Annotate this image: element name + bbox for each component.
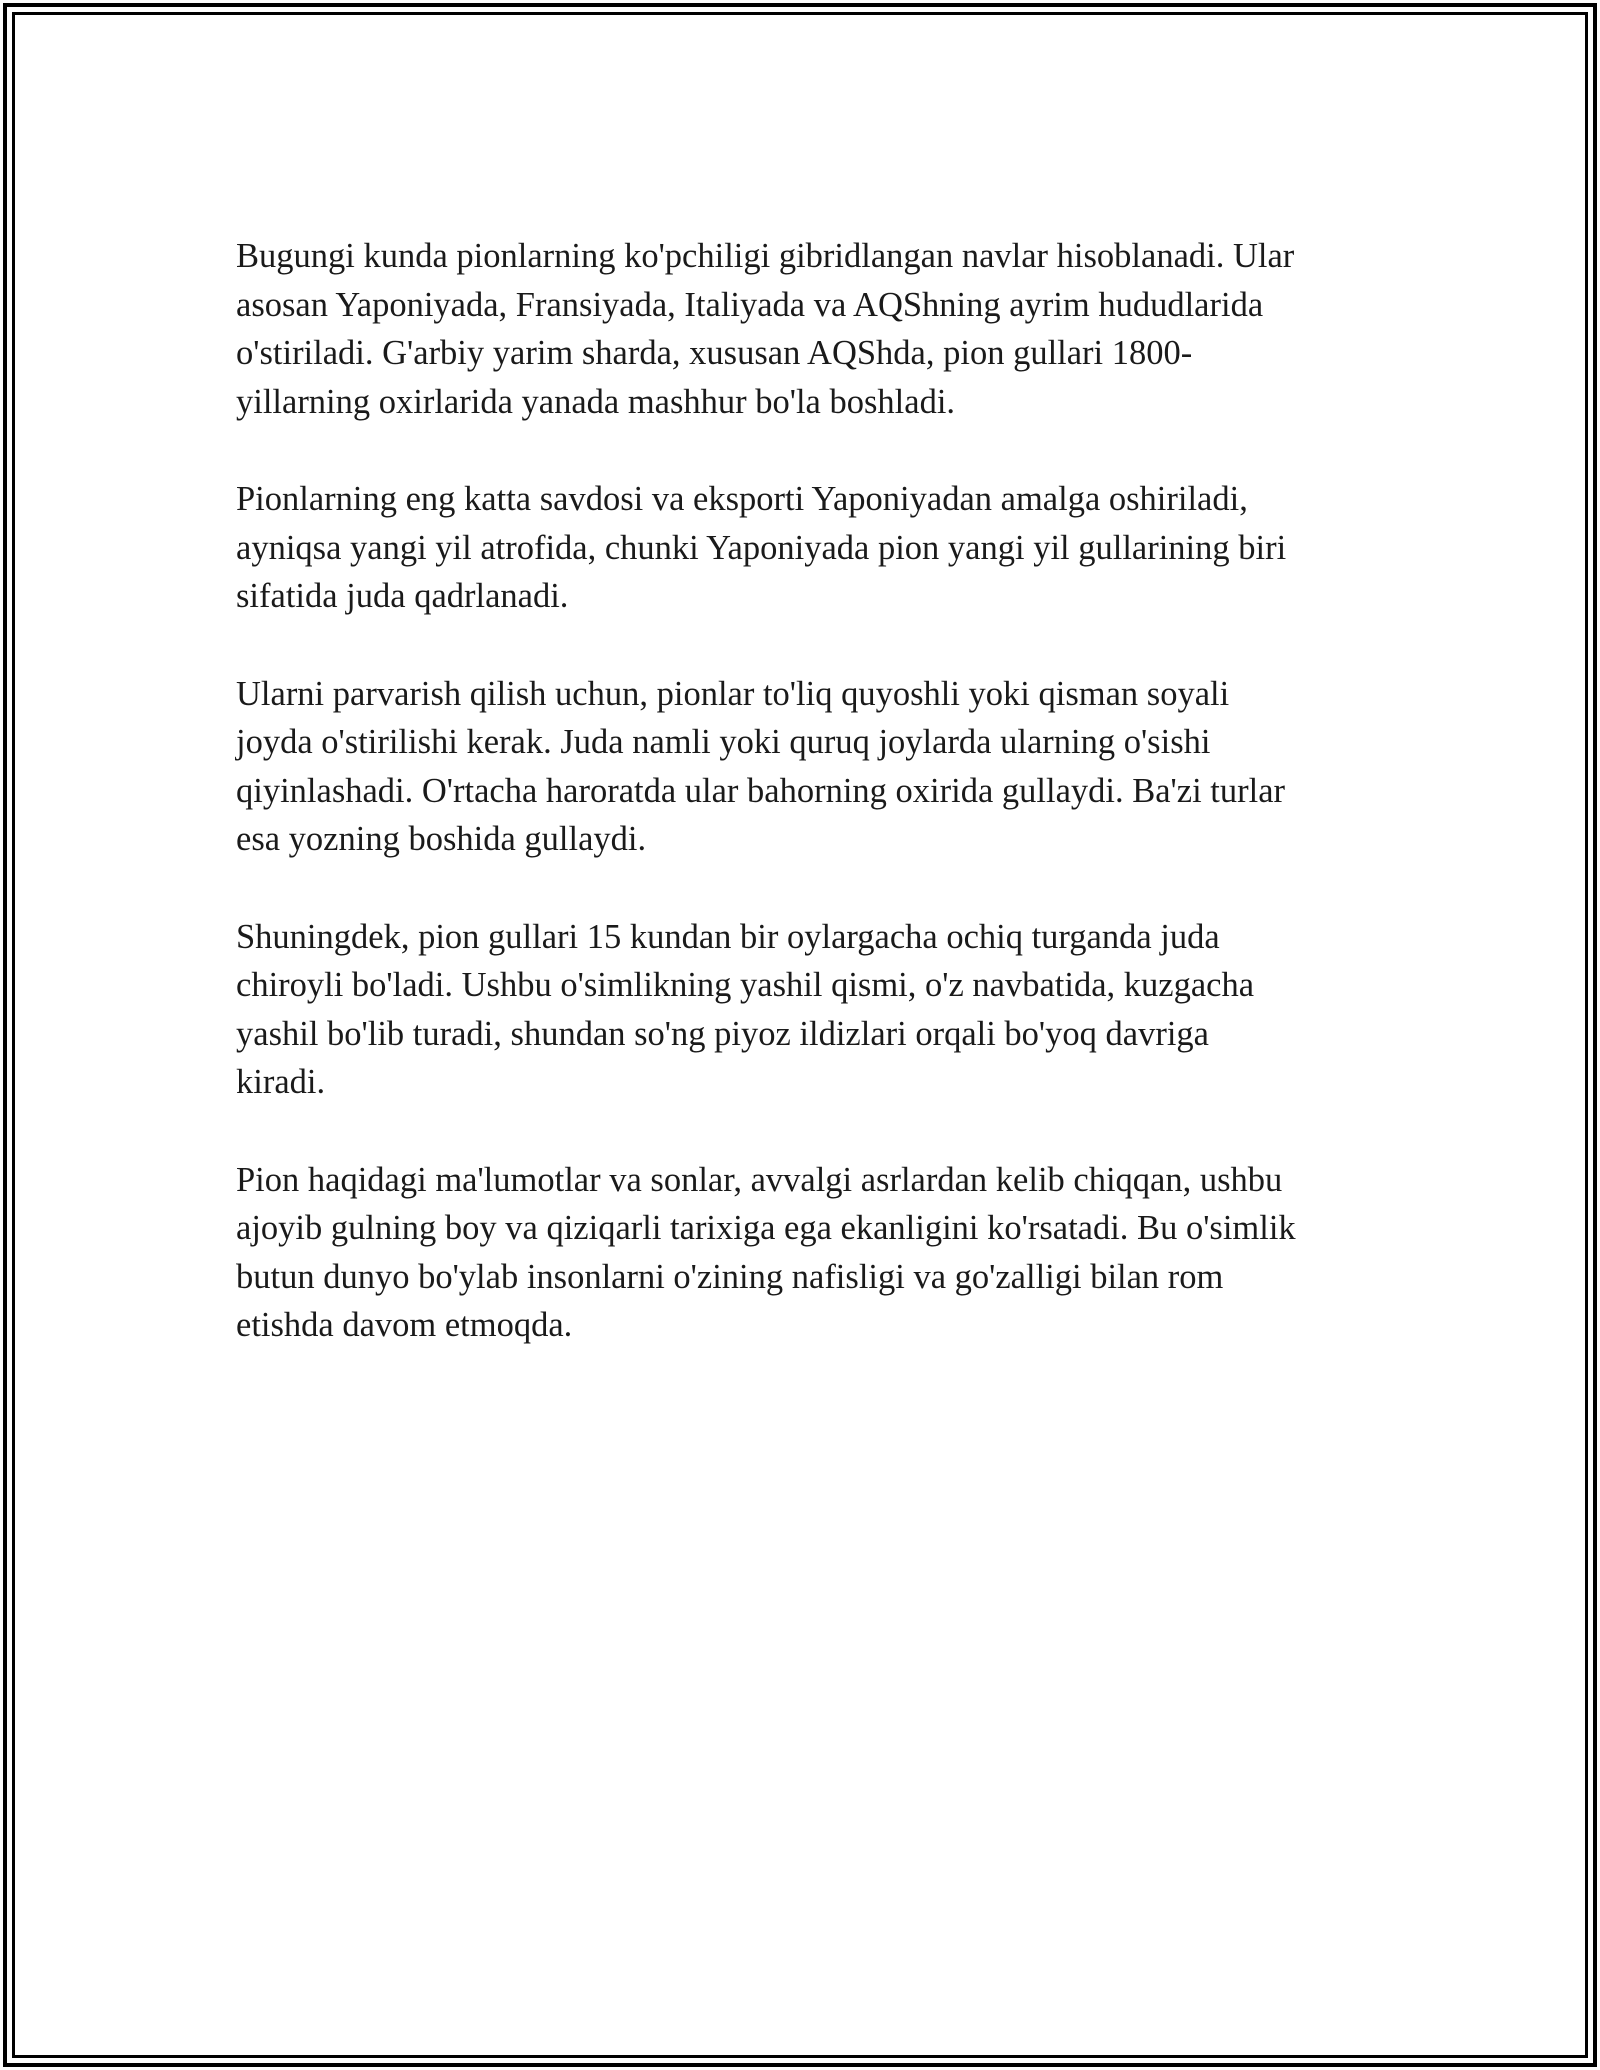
paragraph-4-line-3: yashil bo'lib turadi, shundan so'ng piyoz ildizlari orqali bo'yoq davriga <box>236 1014 1209 1053</box>
paragraph-5 <box>236 1156 1366 1350</box>
paragraph-5-line-1: Pion haqidagi ma'lumotlar va sonlar, avvalgi asrlardan kelib chiqqan, ushbu <box>236 1160 1283 1199</box>
paragraph-3-line-1: Ularni parvarish qilish uchun, pionlar to'liq quyoshli yoki qisman soyali <box>236 674 1230 713</box>
paragraph-2-line-1: Pionlarning eng katta savdosi va eksporti Yaponiyadan amalga oshiriladi, <box>236 480 1248 518</box>
document-body <box>236 232 1366 1399</box>
paragraph-1-line-2: asosan Yaponiyada, Fransiyada, Italiyada va AQShning ayrim hududlarida <box>236 285 1264 324</box>
paragraph-5-line-4: etishda davom etmoqda. <box>236 1306 573 1344</box>
paragraph-4-line-2: chiroyli bo'ladi. Ushbu o'simlikning yashil qismi, o'z navbatida, kuzgacha <box>236 966 1255 1004</box>
paragraph-1-line-3: o'stiriladi. G'arbiy yarim sharda, xususan AQShda, pion gullari 1800- <box>236 334 1193 372</box>
paragraph-2-line-3: sifatida juda qadrlanadi. <box>236 577 569 615</box>
paragraph-1-line-1: Bugungi kunda pionlarning ko'pchiligi gibridlangan navlar hisoblanadi. Ular <box>236 237 1295 275</box>
paragraph-3-line-4: esa yozning boshida gullaydi. <box>236 820 647 858</box>
paragraph-4-line-1: Shuningdek, pion gullari 15 kundan bir oylargacha ochiq turganda juda <box>236 917 1220 956</box>
paragraph-3-line-3: qiyinlashadi. O'rtacha haroratda ular bahorning oxirida gullaydi. Ba'zi turlar <box>236 771 1285 810</box>
paragraph-1 <box>236 232 1366 426</box>
paragraph-4 <box>236 913 1366 1107</box>
paragraph-2 <box>236 475 1366 621</box>
paragraph-4-line-4: kiradi. <box>236 1063 326 1101</box>
paragraph-5-line-3: butun dunyo bo'ylab insonlarni o'zining nafisligi va go'zalligi bilan rom <box>236 1257 1224 1296</box>
paragraph-2-line-2: ayniqsa yangi yil atrofida, chunki Yaponiyada pion yangi yil gullarining biri <box>236 528 1287 567</box>
paragraph-1-line-4: yillarning oxirlarida yanada mashhur bo'la boshladi. <box>236 382 956 421</box>
paragraph-3 <box>236 670 1366 864</box>
paragraph-5-line-2: ajoyib gulning boy va qiziqarli tarixiga ega ekanligini ko'rsatadi. Bu o'simlik <box>236 1209 1296 1247</box>
paragraph-3-line-2: joyda o'stirilishi kerak. Juda namli yoki quruq joylarda ularning o'sishi <box>236 723 1211 761</box>
